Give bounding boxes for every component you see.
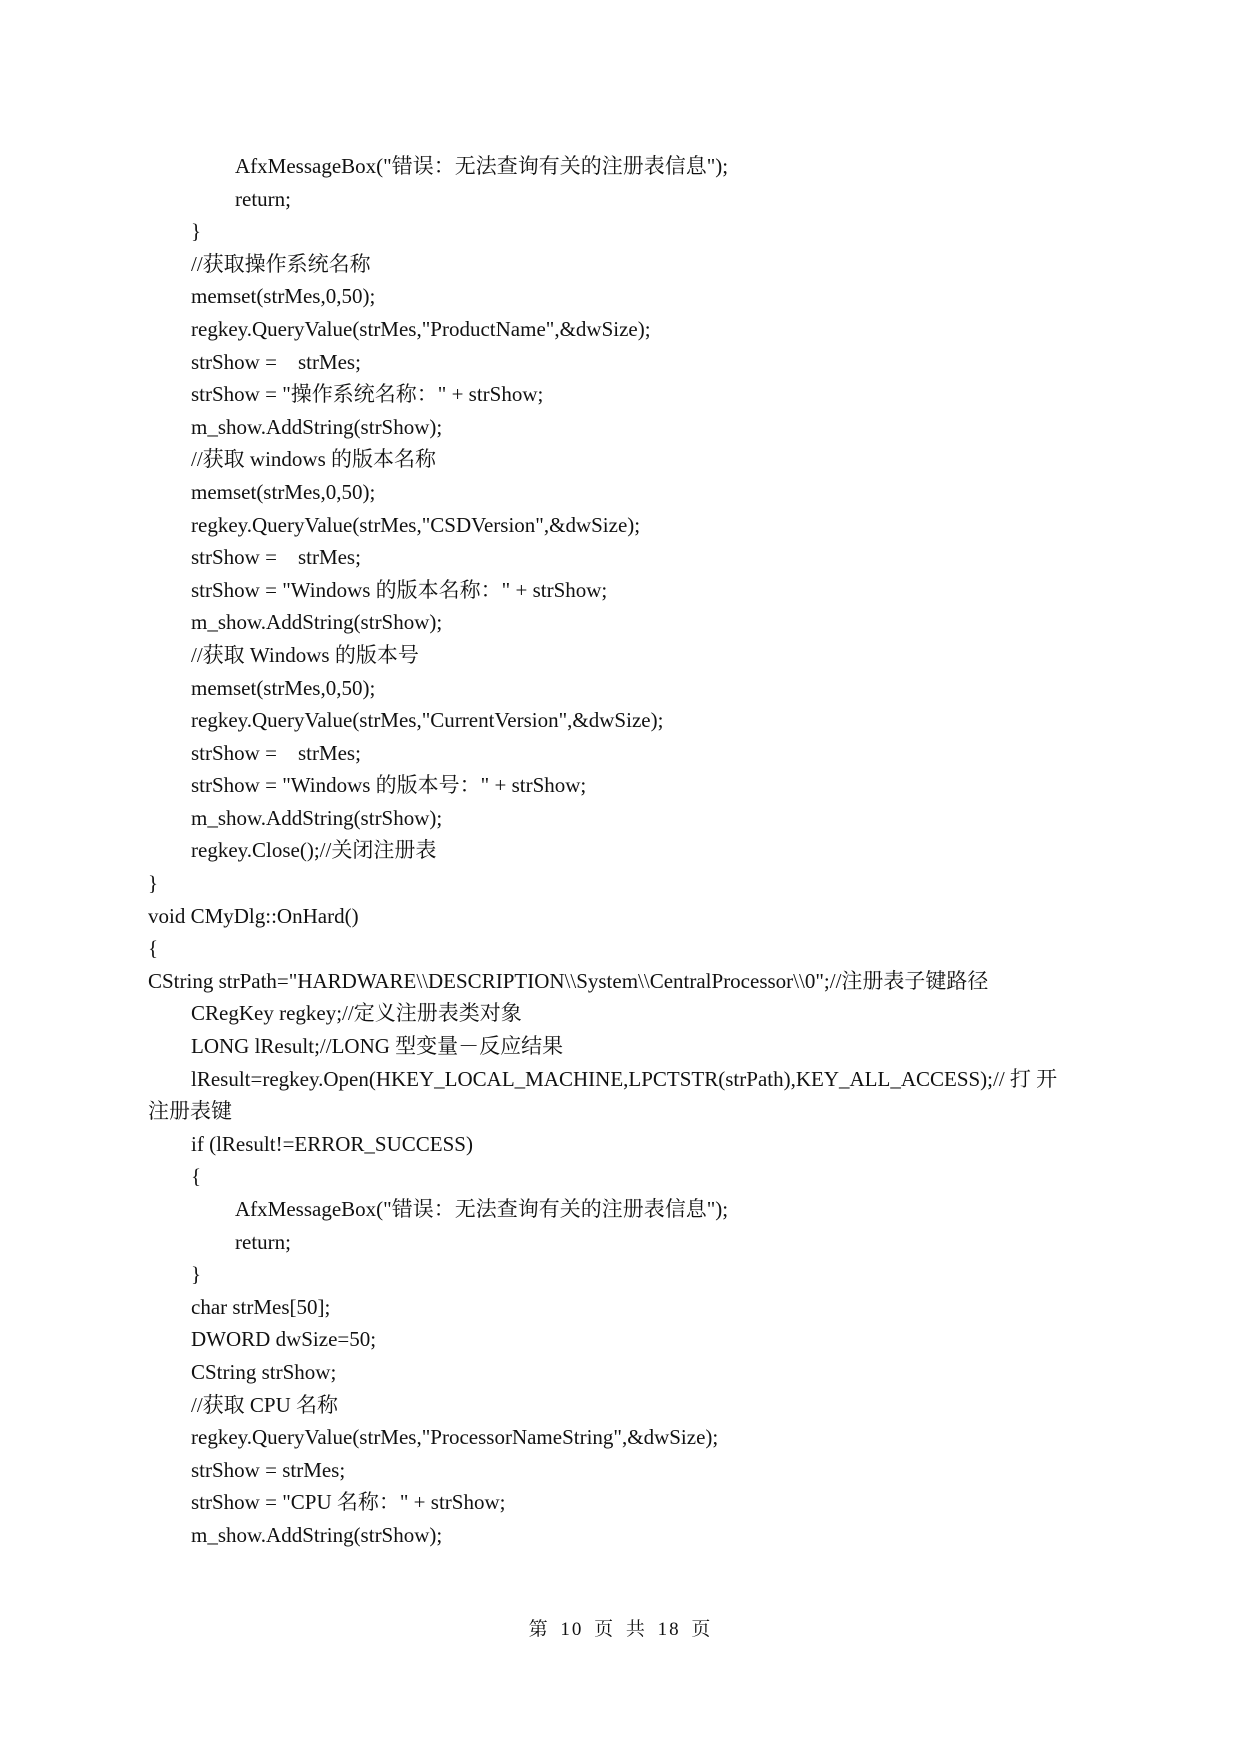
code-line: m_show.AddString(strShow);: [191, 1522, 443, 1547]
code-line: CString strPath="HARDWARE\\DESCRIPTION\\System\\CentralProcessor\\0";//注册表子键路径: [148, 968, 989, 993]
code-block: [148, 150, 1108, 1552]
code-line: regkey.QueryValue(strMes,"CSDVersion",&dwSize);: [191, 512, 641, 537]
code-line: strShow = strMes;: [191, 349, 361, 374]
code-line: }: [191, 1262, 202, 1287]
code-line: strShow = "Windows 的版本名称：" + strShow;: [191, 577, 608, 602]
code-line: regkey.QueryValue(strMes,"ProductName",&dwSize);: [191, 316, 651, 341]
code-line: memset(strMes,0,50);: [191, 479, 376, 504]
code-comment: //获取操作系统名称: [191, 251, 371, 276]
code-line: CString strShow;: [191, 1359, 337, 1384]
code-line: memset(strMes,0,50);: [191, 284, 376, 309]
code-line: m_show.AddString(strShow);: [191, 610, 443, 635]
code-line: {: [191, 1164, 202, 1189]
code-line: m_show.AddString(strShow);: [191, 805, 443, 830]
code-line: LONG lResult;//LONG 型变量－反应结果: [191, 1034, 564, 1059]
code-line: 注册表键: [148, 1099, 232, 1124]
code-comment: //获取 windows 的版本名称: [191, 447, 437, 472]
code-line: DWORD dwSize=50;: [191, 1327, 377, 1352]
code-line: AfxMessageBox("错误：无法查询有关的注册表信息");: [235, 1197, 729, 1221]
code-line: {: [148, 936, 159, 961]
code-line: }: [191, 219, 202, 244]
code-comment: //获取 Windows 的版本号: [191, 642, 419, 667]
code-line: strShow = strMes;: [191, 740, 361, 765]
code-line: regkey.Close();//关闭注册表: [191, 838, 437, 863]
code-line: strShow = "操作系统名称：" + strShow;: [191, 382, 544, 407]
code-line: CRegKey regkey;//定义注册表类对象: [191, 1001, 522, 1026]
code-line: strShow = "CPU 名称：" + strShow;: [191, 1490, 506, 1515]
code-line: m_show.AddString(strShow);: [191, 414, 443, 439]
code-line: regkey.QueryValue(strMes,"CurrentVersion",&dwSize);: [191, 708, 664, 733]
code-line: regkey.QueryValue(strMes,"ProcessorNameString",&dwSize);: [191, 1425, 719, 1450]
code-line: lResult=regkey.Open(HKEY_LOCAL_MACHINE,LPCTSTR(strPath),KEY_ALL_ACCESS);// 打 开: [191, 1066, 1058, 1091]
code-line: strShow = strMes;: [191, 545, 361, 570]
code-line: }: [148, 871, 159, 896]
code-line: memset(strMes,0,50);: [191, 675, 376, 700]
code-line: return;: [235, 186, 291, 211]
code-comment: //获取 CPU 名称: [191, 1392, 339, 1417]
code-line: return;: [235, 1229, 291, 1254]
page-footer: 第 10 页 共 18 页: [528, 1619, 713, 1640]
code-line: AfxMessageBox("错误：无法查询有关的注册表信息");: [235, 154, 729, 178]
code-line: if (lResult!=ERROR_SUCCESS): [191, 1131, 473, 1156]
function-signature: void CMyDlg::OnHard(): [148, 903, 359, 928]
code-line: strShow = strMes;: [191, 1457, 346, 1482]
code-line: strShow = "Windows 的版本号：" + strShow;: [191, 773, 587, 798]
code-line: char strMes[50];: [191, 1294, 331, 1319]
